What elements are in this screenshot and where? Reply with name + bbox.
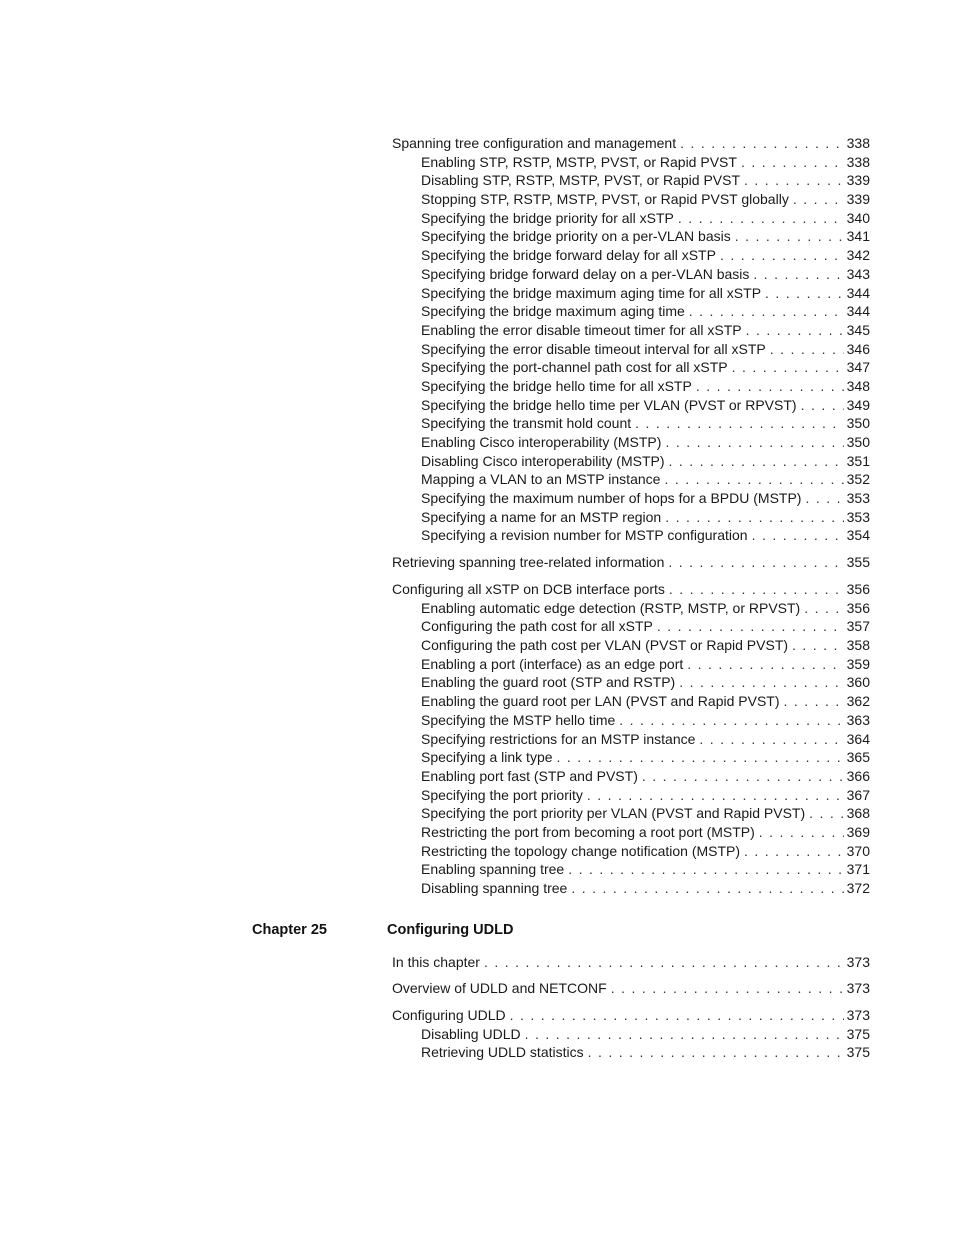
toc-entry-page: 344 [846, 284, 870, 301]
toc-entry-page: 349 [846, 396, 870, 413]
toc-entry-page: 370 [846, 842, 870, 859]
toc-entry-page: 357 [846, 618, 870, 635]
toc-entry[interactable] [392, 879, 870, 898]
toc-entry-title: Enabling spanning tree [421, 861, 565, 878]
toc-entry-page: 344 [846, 303, 870, 320]
toc-section-spanning-tree [392, 134, 870, 545]
toc-entry[interactable] [392, 786, 870, 805]
toc-entry-title: Mapping a VLAN to an MSTP instance [421, 471, 661, 488]
toc-entry[interactable] [392, 730, 870, 749]
dot-leader [568, 860, 843, 879]
toc-entry-title: Specifying the maximum number of hops for a BPDU (MSTP) [421, 490, 802, 507]
toc-entry[interactable] [392, 1025, 870, 1044]
toc-entry-title: Specifying the bridge forward delay for all xSTP [421, 247, 716, 264]
toc-entry-page: 360 [846, 674, 870, 691]
toc-entry-title: Enabling STP, RSTP, MSTP, PVST, or Rapid PVST [421, 153, 737, 170]
toc-entry-page: 350 [846, 415, 870, 432]
toc-entry[interactable] [392, 470, 870, 489]
toc-entry-title: Specifying the bridge hello time per VLAN (PVST or RPVST) [421, 396, 797, 413]
toc-entry-page: 373 [846, 954, 870, 970]
toc-entry-title: Disabling STP, RSTP, MSTP, PVST, or Rapid PVST [421, 172, 741, 189]
toc-entry-page: 354 [846, 527, 870, 544]
toc-entry[interactable] [392, 636, 870, 655]
toc-entry[interactable] [392, 134, 870, 153]
toc-entry-title: Retrieving spanning tree-related information [392, 554, 665, 570]
toc-entry-title: Enabling port fast (STP and PVST) [421, 767, 638, 784]
dot-leader [805, 489, 843, 508]
toc-entry-title: Specifying the transmit hold count [421, 415, 632, 432]
toc-entry-title: Specifying the bridge hello time for all xSTP [421, 377, 692, 394]
toc-entry-title: Configuring UDLD [392, 1007, 506, 1023]
toc-entry-title: Specifying a revision number for MSTP configuration [421, 527, 748, 544]
toc-entry[interactable] [392, 673, 870, 692]
toc-entry-title: Retrieving UDLD statistics [421, 1044, 584, 1061]
toc-entry[interactable] [392, 358, 870, 377]
toc-entry-title: Configuring the path cost for all xSTP [421, 618, 653, 635]
toc-entry[interactable] [392, 748, 870, 767]
toc-entry-page: 339 [846, 191, 870, 208]
toc-entry-title: In this chapter [392, 954, 480, 970]
dot-leader [792, 636, 844, 655]
toc-entry[interactable] [392, 553, 870, 572]
toc-entry[interactable] [392, 284, 870, 303]
dot-leader [557, 748, 844, 767]
toc-entry[interactable] [392, 171, 870, 190]
toc-entry-title: Enabling the guard root per LAN (PVST and Rapid PVST) [421, 693, 780, 710]
dot-leader [571, 879, 843, 898]
toc-entry-title: Specifying the port priority [421, 786, 583, 803]
dot-leader [699, 730, 843, 749]
toc-entry[interactable] [392, 979, 870, 998]
dot-leader [510, 1006, 844, 1025]
toc-entry[interactable] [392, 396, 870, 415]
toc-entry-title: Restricting the port from becoming a root port (MSTP) [421, 823, 755, 840]
dot-leader [770, 340, 844, 359]
toc-entry-title: Disabling UDLD [421, 1025, 521, 1042]
toc-entry-title: Spanning tree configuration and management [392, 135, 677, 151]
toc-entry[interactable] [392, 767, 870, 786]
toc-entry[interactable] [392, 599, 870, 618]
toc-entry-page: 339 [846, 172, 870, 189]
toc-entry-title: Enabling Cisco interoperability (MSTP) [421, 434, 662, 450]
toc-entry-page: 375 [846, 1044, 870, 1061]
dot-leader [657, 617, 844, 636]
toc-section-overview [392, 979, 870, 998]
dot-leader [759, 823, 844, 842]
toc-entry-page: 348 [846, 377, 870, 394]
toc-entry[interactable] [392, 452, 870, 471]
toc-entry-page: 338 [846, 153, 870, 170]
toc-entry-page: 373 [846, 980, 870, 996]
chapter-title: Configuring UDLD [387, 922, 514, 938]
toc-entry[interactable] [392, 655, 870, 674]
dot-leader [753, 265, 843, 284]
toc-entry-page: 352 [846, 471, 870, 488]
toc-entry-title: Specifying the port-channel path cost for all xSTP [421, 359, 728, 376]
dot-leader [801, 396, 844, 415]
toc-entry[interactable] [392, 340, 870, 359]
dot-leader [664, 470, 843, 489]
dot-leader [746, 321, 844, 340]
toc-entry-title: Configuring all xSTP on DCB interface ports [392, 581, 665, 597]
toc-entry-page: 359 [846, 655, 870, 672]
dot-leader [720, 246, 844, 265]
toc-entry-title: Overview of UDLD and NETCONF [392, 980, 607, 996]
dot-leader [665, 433, 843, 452]
toc-section-retrieving [392, 553, 870, 572]
toc-entry-title: Specifying the error disable timeout interval for all xSTP [421, 340, 766, 357]
toc-entry-title: Specifying a name for an MSTP region [421, 508, 662, 525]
toc-entry[interactable] [392, 953, 870, 972]
dot-leader [587, 786, 844, 805]
toc-entry[interactable] [392, 489, 870, 508]
toc-entry-page: 356 [846, 581, 870, 597]
toc-entry-title: Enabling automatic edge detection (RSTP, MSTP, or RPVST) [421, 599, 801, 616]
dot-leader [665, 508, 843, 527]
dot-leader [741, 153, 844, 172]
toc-entry[interactable] [392, 617, 870, 636]
toc-entry-title: Enabling the error disable timeout timer for all xSTP [421, 321, 742, 338]
dot-leader [679, 673, 843, 692]
dot-leader [588, 1043, 844, 1062]
dot-leader [744, 171, 844, 190]
toc-entry-title: Specifying a link type [421, 749, 553, 766]
toc-entry-page: 356 [846, 599, 870, 616]
toc-section-configuring-udld [392, 1006, 870, 1062]
toc-entry-page: 373 [846, 1007, 870, 1023]
dot-leader [611, 979, 844, 998]
dot-leader [687, 655, 843, 674]
toc-entry[interactable] [392, 190, 870, 209]
toc-entry-page: 346 [846, 340, 870, 357]
toc-entry[interactable] [392, 414, 870, 433]
toc-entry-page: 338 [846, 135, 870, 151]
dot-leader [680, 134, 844, 153]
dot-leader [744, 842, 844, 861]
toc-section-dcb-ports [392, 580, 870, 898]
dot-leader [696, 377, 844, 396]
toc-entry-page: 372 [846, 880, 870, 896]
dot-leader [689, 302, 844, 321]
toc-entry-page: 366 [846, 767, 870, 784]
toc-entry-page: 363 [846, 711, 870, 728]
toc-entry[interactable] [392, 246, 870, 265]
dot-leader [668, 553, 843, 572]
toc-entry-page: 345 [846, 321, 870, 338]
toc-entry-title: Stopping STP, RSTP, MSTP, PVST, or Rapid PVST globally [421, 191, 789, 208]
toc-entry-title: Configuring the path cost per VLAN (PVST or Rapid PVST) [421, 637, 789, 654]
toc-entry-page: 369 [846, 823, 870, 840]
toc-entry[interactable] [392, 508, 870, 527]
toc-entry-title: Enabling the guard root (STP and RSTP) [421, 674, 676, 691]
toc-entry[interactable] [392, 377, 870, 396]
toc-entry[interactable] [392, 153, 870, 172]
toc-entry[interactable] [392, 580, 870, 599]
toc-entry-page: 358 [846, 637, 870, 654]
toc-entry[interactable] [392, 227, 870, 246]
dot-leader [484, 953, 844, 972]
toc-entry-page: 353 [846, 490, 870, 507]
dot-leader [809, 804, 844, 823]
toc-entry-page: 375 [846, 1025, 870, 1042]
dot-leader [732, 358, 844, 377]
toc-entry[interactable] [392, 321, 870, 340]
dot-leader [678, 209, 844, 228]
toc-entry-page: 343 [846, 265, 870, 282]
toc-entry-title: Specifying bridge forward delay on a per-VLAN basis [421, 265, 750, 282]
toc-entry[interactable] [392, 302, 870, 321]
toc-entry-page: 350 [846, 434, 870, 450]
toc-entry-page: 362 [846, 693, 870, 710]
dot-leader [784, 692, 844, 711]
toc-entry-title: Specifying the bridge maximum aging time [421, 303, 685, 320]
toc-entry[interactable] [392, 209, 870, 228]
chapter-label: Chapter 25 [252, 922, 327, 938]
toc-entry[interactable] [392, 860, 870, 879]
toc-entry-page: 341 [846, 228, 870, 245]
toc-entry-page: 364 [846, 730, 870, 747]
toc-entry-page: 371 [846, 861, 870, 878]
dot-leader [635, 414, 844, 433]
toc-entry-page: 368 [846, 805, 870, 822]
dot-leader [669, 452, 844, 471]
toc-entry-title: Specifying the port priority per VLAN (PVST and Rapid PVST) [421, 805, 806, 822]
toc-entry-title: Enabling a port (interface) as an edge port [421, 655, 684, 672]
toc-entry-title: Specifying the bridge priority for all xSTP [421, 209, 674, 226]
toc-entry-title: Specifying the bridge priority on a per-VLAN basis [421, 228, 731, 245]
toc-entry-title: Specifying restrictions for an MSTP instance [421, 730, 696, 747]
toc-section-in-this-chapter [392, 953, 870, 972]
toc-entry-page: 355 [846, 554, 870, 570]
toc-entry[interactable] [392, 1043, 870, 1062]
dot-leader [752, 526, 844, 545]
toc-entry-title: Specifying the MSTP hello time [421, 711, 616, 728]
toc-entry[interactable] [392, 526, 870, 545]
dot-leader [735, 227, 844, 246]
dot-leader [525, 1025, 844, 1044]
toc-entry-page: 340 [846, 209, 870, 226]
toc-entry-page: 342 [846, 247, 870, 264]
toc-entry-title: Disabling Cisco interoperability (MSTP) [421, 452, 665, 469]
toc-entry-page: 367 [846, 786, 870, 803]
dot-leader [619, 711, 843, 730]
dot-leader [765, 284, 844, 303]
toc-entry-page: 365 [846, 749, 870, 766]
toc-entry-title: Restricting the topology change notification (MSTP) [421, 842, 741, 859]
toc-entry-page: 351 [846, 452, 870, 469]
toc-entry-page: 347 [846, 359, 870, 376]
dot-leader [642, 767, 844, 786]
toc-entry-page: 353 [846, 508, 870, 525]
toc-entry[interactable] [392, 265, 870, 284]
toc-entry[interactable] [392, 711, 870, 730]
toc-entry[interactable] [392, 692, 870, 711]
toc-entry-title: Disabling spanning tree [421, 880, 568, 896]
toc-entry-title: Specifying the bridge maximum aging time for all xSTP [421, 284, 762, 301]
toc-entry[interactable] [392, 1006, 870, 1025]
toc-entry[interactable] [392, 823, 870, 842]
dot-leader [793, 190, 844, 209]
toc-entry[interactable] [392, 433, 870, 452]
dot-leader [669, 580, 844, 599]
toc-entry[interactable] [392, 804, 870, 823]
dot-leader [804, 599, 843, 618]
toc-entry[interactable] [392, 842, 870, 861]
